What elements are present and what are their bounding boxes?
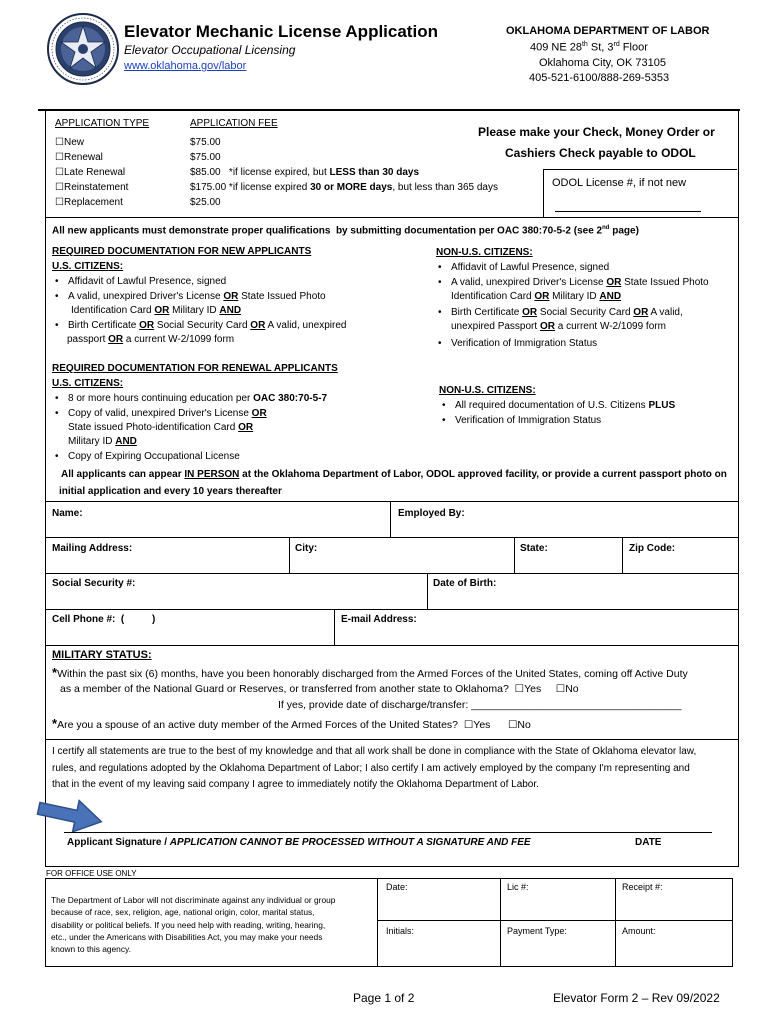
office-date-label: Date: [386, 882, 408, 892]
new-applicants-heading: REQUIRED DOCUMENTATION FOR NEW APPLICANTS [52, 246, 312, 257]
office-initials-label: Initials: [386, 926, 415, 936]
form-cell-divider [289, 537, 290, 573]
payable-note-line2: Cashiers Check payable to ODOL [505, 146, 696, 160]
name-field[interactable] [46, 502, 389, 536]
renew-us-item: • 8 or more hours continuing education per OAC 380:70-5-7 [68, 393, 327, 404]
table-divider [500, 878, 501, 967]
form-row-line [45, 609, 739, 610]
odol-license-input[interactable] [555, 211, 701, 212]
form-cell-divider [514, 537, 515, 573]
renew-non-us-item: • Verification of Immigration Status [455, 415, 601, 426]
discharge-date-field[interactable]: If yes, provide date of discharge/transfer: ____________________________________ [278, 699, 682, 711]
new-us-item-cont: passport OR a current W-2/1099 form [67, 334, 235, 345]
in-person-note-line2: initial application and every 10 years thereafter [59, 486, 282, 497]
form-cell-divider [622, 537, 623, 573]
office-payment-type-label: Payment Type: [507, 926, 567, 936]
application-fee-header: APPLICATION FEE [190, 118, 278, 129]
q1-yes-checkbox[interactable]: ☐Yes [514, 683, 542, 695]
q1-no-checkbox[interactable]: ☐No [555, 683, 579, 695]
renew-us-item-cont: State issued Photo-identification Card OR [68, 422, 254, 433]
new-non-us-item-cont: unexpired Passport OR a current W-2/1099 form [451, 321, 666, 332]
fee-renewal: $75.00 [190, 152, 221, 163]
new-non-us-item: • Verification of Immigration Status [451, 338, 597, 349]
new-us-item: • Birth Certificate OR Social Security Card OR A valid, unexpired [68, 320, 346, 331]
form-row-line [45, 739, 739, 740]
header-divider [38, 109, 740, 111]
q2-yes-checkbox[interactable]: ☐Yes [463, 719, 491, 731]
office-disclaimer-line: known to this agency. [51, 944, 131, 955]
form-border-left [45, 111, 46, 866]
new-non-us-item-cont: Identification Card OR Military ID AND [451, 291, 622, 302]
employed-by-field-label: Employed By: [398, 508, 465, 519]
ssn-field-label: Social Security #: [52, 578, 136, 589]
fee-reinstatement: $175.00 *if license expired 30 or MORE days, but less than 365 days [190, 182, 498, 193]
fee-replacement: $25.00 [190, 197, 221, 208]
office-disclaimer-line: etc., under the Americans with Disabilities Act, you may make your needs [51, 931, 323, 942]
application-type-header: APPLICATION TYPE [55, 118, 150, 129]
renew-non-us-citizens-heading: NON-U.S. CITIZENS: [439, 385, 536, 396]
new-us-citizens-heading: U.S. CITIZENS: [52, 261, 124, 272]
certification-line1: I certify all statements are true to the best of my knowledge and that all work shall be done in compliance with the State of Oklahoma elevator law, [52, 746, 697, 757]
table-divider [377, 920, 733, 921]
military-status-heading: MILITARY STATUS: [52, 649, 152, 661]
signature-label: Applicant Signature / APPLICATION CANNOT BE PROCESSED WITHOUT A SIGNATURE AND FEE [67, 837, 531, 848]
fee-late-renewal: $85.00 *if license expired, but LESS than 30 days [190, 167, 420, 178]
form-cell-divider [334, 609, 335, 645]
office-use-label: FOR OFFICE USE ONLY [46, 869, 137, 878]
city-field-label: City: [295, 543, 318, 554]
new-us-item: • Affidavit of Lawful Presence, signed [68, 276, 226, 287]
military-question-1: *Within the past six (6) months, have you been honorably discharged from the Armed Forces of the United States, coming off Active Duty [52, 665, 688, 680]
office-disclaimer [51, 894, 335, 955]
renew-us-item: • Copy of valid, unexpired Driver's License OR [68, 408, 267, 419]
certification-line2: rules, and regulations adopted by the Oklahoma Department of Labor; I also certify I am actively employed by the company I'm representing and [52, 763, 690, 774]
name-field-label: Name: [52, 508, 83, 519]
new-non-us-item: • A valid, unexpired Driver's License OR State Issued Photo [451, 277, 709, 288]
department-phone: 405-521-6100/888-269-5353 [529, 72, 670, 84]
department-name: OKLAHOMA DEPARTMENT OF LABOR [506, 25, 710, 37]
table-divider [615, 878, 616, 967]
state-field-label: State: [520, 543, 548, 554]
arrow-right-icon [36, 795, 106, 835]
page-number: Page 1 of 2 [353, 991, 415, 1005]
office-receipt-label: Receipt #: [622, 882, 663, 892]
office-amount-label: Amount: [622, 926, 656, 936]
new-us-item: • A valid, unexpired Driver's License OR State Issued Photo [68, 291, 326, 302]
in-person-note-line1: All applicants can appear IN PERSON at the Oklahoma Department of Labor, ODOL approved facility, or provide a current passport photo on [61, 469, 727, 480]
q2-no-checkbox[interactable]: ☐No [507, 719, 531, 731]
new-non-us-citizens-heading: NON-U.S. CITIZENS: [436, 247, 533, 258]
odol-license-label: ODOL License #, if not new [552, 177, 687, 189]
checkbox-replacement[interactable]: ☐Replacement [55, 197, 123, 208]
renew-us-item-cont: Military ID AND [68, 436, 137, 447]
renew-us-item: • Copy of Expiring Occupational License [68, 451, 240, 462]
signature-date-label: DATE [635, 837, 662, 848]
email-field-label: E-mail Address: [341, 614, 417, 625]
renew-non-us-item: • All required documentation of U.S. Citizens PLUS [455, 400, 675, 411]
checkbox-late-renewal[interactable]: ☐Late Renewal [55, 167, 126, 178]
mailing-address-field-label: Mailing Address: [52, 543, 133, 554]
state-seal-logo [46, 12, 120, 86]
checkbox-renewal[interactable]: ☐Renewal [55, 152, 103, 163]
form-revision: Elevator Form 2 – Rev 09/2022 [553, 991, 720, 1005]
signature-line[interactable] [64, 832, 712, 833]
form-row-line [45, 573, 739, 574]
checkbox-new[interactable]: ☐New [55, 137, 84, 148]
fee-new: $75.00 [190, 137, 221, 148]
date-of-birth-field-label: Date of Birth: [433, 578, 497, 589]
department-address-line1: 409 NE 28th St, 3rd Floor [530, 41, 648, 54]
renewal-applicants-heading: REQUIRED DOCUMENTATION FOR RENEWAL APPLICANTS [52, 363, 338, 374]
new-us-item-cont: Identification Card OR Military ID AND [71, 305, 242, 316]
department-address-line2: Oklahoma City, OK 73105 [539, 57, 666, 69]
office-disclaimer-line: disability or political beliefs. If you need help with reading, writing, hearing, [51, 919, 326, 930]
table-divider [377, 878, 378, 967]
office-disclaimer-line: The Department of Labor will not discriminate against any individual or group [51, 895, 336, 905]
form-border-right [738, 111, 739, 866]
military-question-1-cont: as a member of the National Guard or Reserves, or transferred from another state to Oklahoma? ☐Yes ☐No [60, 683, 579, 695]
zip-code-field-label: Zip Code: [629, 543, 676, 554]
office-lic-label: Lic #: [507, 882, 529, 892]
employed-by-field[interactable] [391, 502, 737, 536]
cell-phone-field-label: Cell Phone #: ( ) [52, 614, 156, 625]
payable-note-line1: Please make your Check, Money Order or [478, 125, 715, 139]
certification-line3: that in the event of my leaving said company I agree to immediately notify the Oklahoma Department of Labor. [52, 779, 539, 790]
form-row-line [45, 645, 739, 646]
form-border-bottom [45, 866, 739, 867]
form-row-line [45, 537, 739, 538]
website-link[interactable]: www.oklahoma.gov/labor [124, 60, 247, 72]
military-question-2: *Are you a spouse of an active duty member of the Armed Forces of the United States? ☐Yes ☐No [52, 716, 531, 731]
fees-divider [45, 217, 739, 218]
page-subtitle: Elevator Occupational Licensing [124, 43, 296, 57]
page-title: Elevator Mechanic License Application [124, 22, 438, 41]
office-disclaimer-line: because of race, sex, religion, age, national origin, color, marital status, [51, 907, 315, 918]
new-non-us-item: • Affidavit of Lawful Presence, signed [451, 262, 609, 273]
checkbox-reinstatement[interactable]: ☐Reinstatement [55, 182, 129, 193]
new-non-us-item: • Birth Certificate OR Social Security Card OR A valid, [451, 307, 683, 318]
renew-us-citizens-heading: U.S. CITIZENS: [52, 378, 124, 389]
qualifications-intro: All new applicants must demonstrate proper qualifications by submitting documentation per OAC 380:70-5-2 (see 2nd page) [52, 225, 639, 237]
form-cell-divider [427, 573, 428, 609]
